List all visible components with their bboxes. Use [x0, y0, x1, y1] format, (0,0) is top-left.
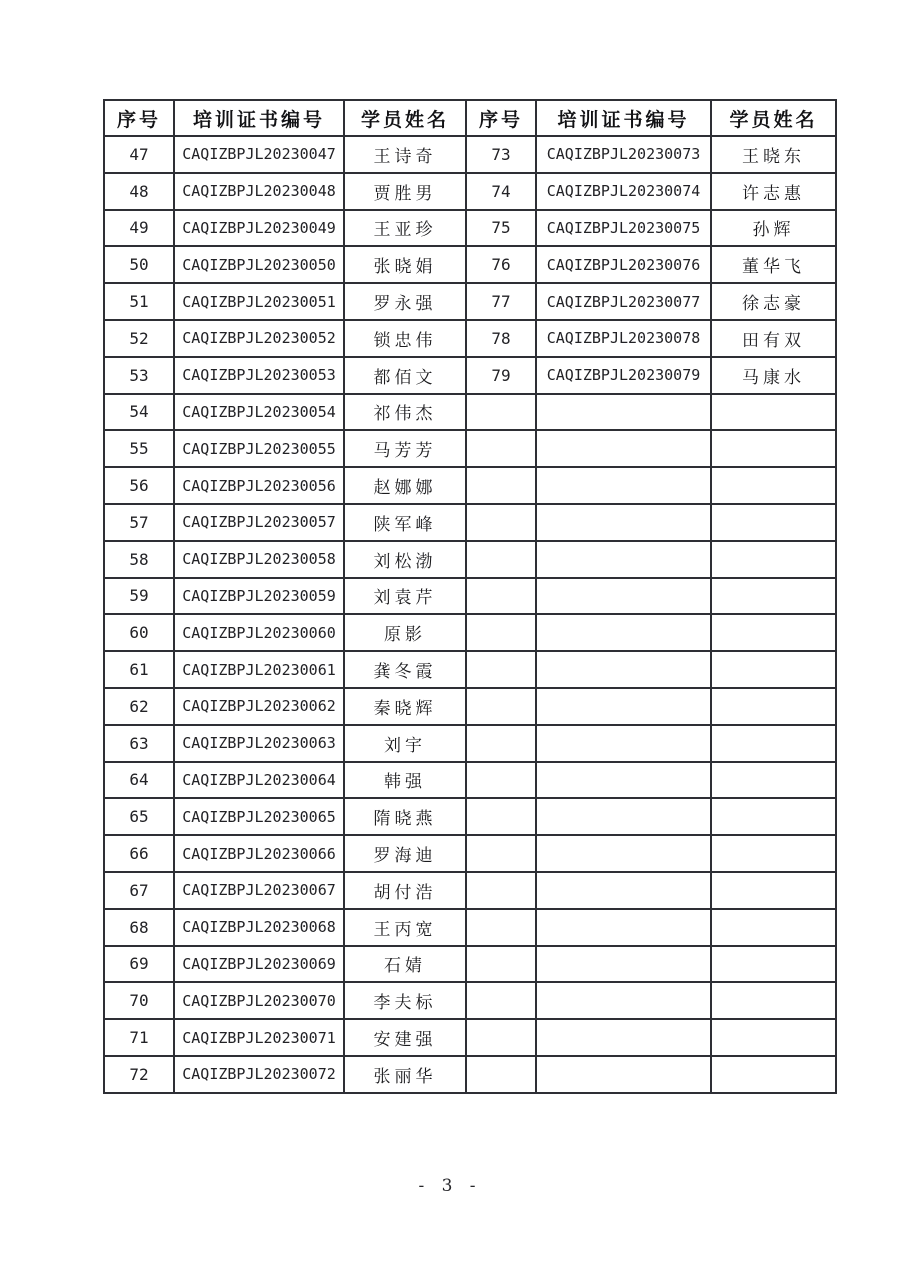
cell-seq-right [466, 651, 536, 688]
cell-name-left: 隋晓燕 [344, 798, 466, 835]
cell-cert-right [536, 835, 711, 872]
cell-name-right [711, 1056, 836, 1093]
table-row [104, 246, 836, 283]
cell-seq-right: 75 [466, 210, 536, 247]
cell-seq-right [466, 872, 536, 909]
page-number: - 3 - [418, 1176, 482, 1196]
cell-cert-left: CAQIZBPJL20230064 [174, 762, 344, 799]
table-row [104, 614, 836, 651]
table-row [104, 982, 836, 1019]
cell-name-left: 马芳芳 [344, 430, 466, 467]
table-header [104, 100, 836, 136]
cell-name-left: 胡付浩 [344, 872, 466, 909]
cell-seq-right [466, 394, 536, 431]
cell-seq-right: 79 [466, 357, 536, 394]
cell-cert-left: CAQIZBPJL20230069 [174, 946, 344, 983]
cell-name-right [711, 798, 836, 835]
table-row [104, 835, 836, 872]
cell-cert-left: CAQIZBPJL20230066 [174, 835, 344, 872]
cell-name-right [711, 651, 836, 688]
cell-cert-left: CAQIZBPJL20230051 [174, 283, 344, 320]
cell-seq-left: 51 [104, 283, 174, 320]
col-header-seq-right: 序号 [466, 100, 536, 136]
cell-name-left: 贾胜男 [344, 173, 466, 210]
table-row [104, 430, 836, 467]
cell-name-left: 刘宇 [344, 725, 466, 762]
cell-name-right [711, 467, 836, 504]
cell-seq-right [466, 762, 536, 799]
cell-seq-right [466, 946, 536, 983]
cell-name-left: 锁忠伟 [344, 320, 466, 357]
cell-seq-left: 65 [104, 798, 174, 835]
cell-seq-right [466, 725, 536, 762]
table-row [104, 872, 836, 909]
cell-cert-left: CAQIZBPJL20230047 [174, 136, 344, 173]
cell-seq-left: 48 [104, 173, 174, 210]
cell-cert-left: CAQIZBPJL20230068 [174, 909, 344, 946]
certificate-roster-table [103, 99, 837, 1094]
cell-cert-right [536, 541, 711, 578]
col-header-name-right: 学员姓名 [711, 100, 836, 136]
table-row [104, 762, 836, 799]
cell-cert-left: CAQIZBPJL20230067 [174, 872, 344, 909]
cell-seq-right: 77 [466, 283, 536, 320]
cell-cert-right [536, 688, 711, 725]
cell-seq-left: 55 [104, 430, 174, 467]
cell-cert-right [536, 467, 711, 504]
cell-cert-right: CAQIZBPJL20230078 [536, 320, 711, 357]
cell-seq-left: 60 [104, 614, 174, 651]
table-row [104, 1056, 836, 1093]
cell-cert-left: CAQIZBPJL20230065 [174, 798, 344, 835]
table-row [104, 688, 836, 725]
table-row [104, 541, 836, 578]
header-row [104, 100, 836, 136]
cell-seq-left: 47 [104, 136, 174, 173]
table-row [104, 357, 836, 394]
table-row [104, 467, 836, 504]
cell-cert-left: CAQIZBPJL20230054 [174, 394, 344, 431]
cell-seq-left: 68 [104, 909, 174, 946]
cell-seq-left: 58 [104, 541, 174, 578]
cell-seq-left: 49 [104, 210, 174, 247]
cell-name-left: 赵娜娜 [344, 467, 466, 504]
cell-name-right: 孙辉 [711, 210, 836, 247]
cell-name-left: 罗永强 [344, 283, 466, 320]
cell-cert-right [536, 946, 711, 983]
cell-cert-right [536, 394, 711, 431]
cell-seq-left: 53 [104, 357, 174, 394]
cell-name-left: 都佰文 [344, 357, 466, 394]
cell-seq-right [466, 614, 536, 651]
cell-cert-right [536, 798, 711, 835]
cell-cert-left: CAQIZBPJL20230055 [174, 430, 344, 467]
col-header-cert-right: 培训证书编号 [536, 100, 711, 136]
cell-cert-left: CAQIZBPJL20230050 [174, 246, 344, 283]
cell-seq-right [466, 578, 536, 615]
cell-name-right [711, 872, 836, 909]
cell-cert-right [536, 504, 711, 541]
table-body [104, 136, 836, 1093]
cell-cert-right [536, 762, 711, 799]
cell-cert-left: CAQIZBPJL20230048 [174, 173, 344, 210]
cell-name-left: 原影 [344, 614, 466, 651]
cell-name-right: 马康水 [711, 357, 836, 394]
cell-seq-right: 73 [466, 136, 536, 173]
cell-name-left: 刘松渤 [344, 541, 466, 578]
cell-cert-left: CAQIZBPJL20230061 [174, 651, 344, 688]
cell-cert-left: CAQIZBPJL20230072 [174, 1056, 344, 1093]
cell-cert-right: CAQIZBPJL20230077 [536, 283, 711, 320]
col-header-cert-left: 培训证书编号 [174, 100, 344, 136]
cell-name-right: 田有双 [711, 320, 836, 357]
cell-cert-left: CAQIZBPJL20230056 [174, 467, 344, 504]
cell-name-left: 李夫标 [344, 982, 466, 1019]
cell-cert-left: CAQIZBPJL20230053 [174, 357, 344, 394]
table-row [104, 578, 836, 615]
table-row [104, 320, 836, 357]
cell-name-right: 董华飞 [711, 246, 836, 283]
cell-name-right: 王晓东 [711, 136, 836, 173]
cell-seq-left: 62 [104, 688, 174, 725]
cell-cert-right [536, 725, 711, 762]
cell-seq-right [466, 909, 536, 946]
cell-cert-right [536, 578, 711, 615]
cell-cert-left: CAQIZBPJL20230062 [174, 688, 344, 725]
cell-name-right [711, 541, 836, 578]
cell-seq-right [466, 504, 536, 541]
cell-cert-right [536, 872, 711, 909]
cell-name-left: 祁伟杰 [344, 394, 466, 431]
cell-name-right [711, 835, 836, 872]
cell-cert-right [536, 430, 711, 467]
cell-seq-right [466, 467, 536, 504]
cell-seq-left: 72 [104, 1056, 174, 1093]
table-row [104, 651, 836, 688]
cell-cert-right [536, 982, 711, 1019]
cell-seq-left: 50 [104, 246, 174, 283]
cell-seq-right: 78 [466, 320, 536, 357]
cell-seq-left: 52 [104, 320, 174, 357]
cell-name-left: 刘袁芹 [344, 578, 466, 615]
col-header-name-left: 学员姓名 [344, 100, 466, 136]
table-row [104, 210, 836, 247]
cell-name-left: 张丽华 [344, 1056, 466, 1093]
cell-name-right [711, 946, 836, 983]
cell-cert-left: CAQIZBPJL20230049 [174, 210, 344, 247]
cell-seq-right [466, 835, 536, 872]
cell-seq-left: 59 [104, 578, 174, 615]
cell-cert-left: CAQIZBPJL20230063 [174, 725, 344, 762]
table-row [104, 946, 836, 983]
table-row [104, 1019, 836, 1056]
cell-seq-left: 66 [104, 835, 174, 872]
cell-seq-left: 57 [104, 504, 174, 541]
cell-seq-right [466, 430, 536, 467]
cell-name-left: 陕军峰 [344, 504, 466, 541]
cell-name-right [711, 578, 836, 615]
cell-name-left: 秦晓辉 [344, 688, 466, 725]
table-row [104, 394, 836, 431]
cell-name-right [711, 394, 836, 431]
cell-seq-left: 71 [104, 1019, 174, 1056]
cell-seq-right [466, 688, 536, 725]
cell-name-right [711, 1019, 836, 1056]
cell-cert-left: CAQIZBPJL20230058 [174, 541, 344, 578]
cell-cert-left: CAQIZBPJL20230052 [174, 320, 344, 357]
cell-seq-left: 63 [104, 725, 174, 762]
cell-cert-right: CAQIZBPJL20230073 [536, 136, 711, 173]
cell-seq-right [466, 1056, 536, 1093]
table-row [104, 725, 836, 762]
cell-name-right [711, 909, 836, 946]
table-row [104, 909, 836, 946]
cell-cert-left: CAQIZBPJL20230071 [174, 1019, 344, 1056]
cell-cert-right: CAQIZBPJL20230076 [536, 246, 711, 283]
table-row [104, 136, 836, 173]
cell-cert-left: CAQIZBPJL20230057 [174, 504, 344, 541]
cell-seq-right [466, 1019, 536, 1056]
cell-name-right [711, 504, 836, 541]
cell-name-left: 石婧 [344, 946, 466, 983]
table-row [104, 283, 836, 320]
table-row [104, 173, 836, 210]
cell-name-right [711, 982, 836, 1019]
cell-cert-right [536, 1056, 711, 1093]
cell-name-right [711, 688, 836, 725]
cell-cert-right: CAQIZBPJL20230079 [536, 357, 711, 394]
cell-name-left: 龚冬霞 [344, 651, 466, 688]
cell-seq-left: 67 [104, 872, 174, 909]
cell-seq-left: 64 [104, 762, 174, 799]
cell-cert-left: CAQIZBPJL20230060 [174, 614, 344, 651]
cell-seq-right: 74 [466, 173, 536, 210]
cell-name-left: 张晓娟 [344, 246, 466, 283]
col-header-seq-left: 序号 [104, 100, 174, 136]
cell-name-right [711, 762, 836, 799]
table-row [104, 798, 836, 835]
cell-cert-right: CAQIZBPJL20230074 [536, 173, 711, 210]
cell-name-right: 许志惠 [711, 173, 836, 210]
cell-seq-left: 69 [104, 946, 174, 983]
cell-name-left: 安建强 [344, 1019, 466, 1056]
cell-name-left: 罗海迪 [344, 835, 466, 872]
table-row [104, 504, 836, 541]
cell-seq-left: 61 [104, 651, 174, 688]
cell-name-right [711, 614, 836, 651]
cell-cert-right: CAQIZBPJL20230075 [536, 210, 711, 247]
cell-name-right [711, 430, 836, 467]
cell-cert-right [536, 909, 711, 946]
cell-name-right [711, 725, 836, 762]
cell-name-left: 王诗奇 [344, 136, 466, 173]
cell-seq-left: 70 [104, 982, 174, 1019]
cell-seq-right [466, 982, 536, 1019]
cell-name-left: 王丙宽 [344, 909, 466, 946]
cell-cert-right [536, 651, 711, 688]
cell-name-right: 徐志豪 [711, 283, 836, 320]
cell-seq-right [466, 541, 536, 578]
cell-name-left: 王亚珍 [344, 210, 466, 247]
cell-name-left: 韩强 [344, 762, 466, 799]
cell-cert-right [536, 1019, 711, 1056]
cell-cert-right [536, 614, 711, 651]
cell-seq-left: 56 [104, 467, 174, 504]
cell-cert-left: CAQIZBPJL20230059 [174, 578, 344, 615]
cell-seq-right: 76 [466, 246, 536, 283]
cell-cert-left: CAQIZBPJL20230070 [174, 982, 344, 1019]
cell-seq-right [466, 798, 536, 835]
cell-seq-left: 54 [104, 394, 174, 431]
